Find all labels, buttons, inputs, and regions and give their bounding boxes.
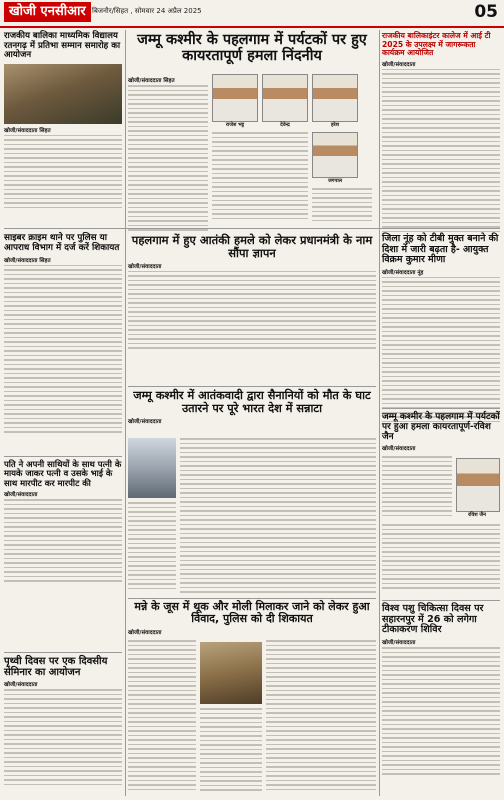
story-s8	[128, 390, 376, 426]
story-s6	[382, 234, 500, 427]
byline: खोजी/संवाददाता	[128, 629, 162, 636]
headline: मन्ने के जूस में थूक और मोली मिलाकर जाने को लेकर हुआ विवाद, पुलिस को दी शिकायत	[134, 600, 370, 626]
story-s4	[4, 234, 122, 437]
portrait-photo	[262, 74, 308, 122]
photo-caption: देवेन्द्र	[280, 122, 290, 128]
story-s2-text	[128, 74, 208, 235]
body-text	[382, 277, 500, 427]
body-text	[128, 640, 196, 796]
body-text	[4, 499, 122, 585]
story-s5	[128, 234, 376, 351]
headline: पृथ्वी दिवस पर एक दिवसीय सेमिनार का आयोजन	[4, 656, 108, 679]
byline: खोजी/संवाददाता	[128, 419, 162, 426]
page-number: 05	[474, 2, 498, 22]
headline: राजकीय बालिकाइंटर कालेज में आई टी 2025 के उपलक्ष्य में जागरूकता कार्यक्रम आयोजित	[382, 31, 491, 57]
story-photo	[4, 64, 122, 124]
body-text	[128, 271, 376, 351]
newspaper-name: खोजी एनसीआर	[4, 2, 91, 22]
headline: साइबर क्राइम थाने पर पुलिस या आपराध विभाग में दर्ज करें शिकायत	[4, 233, 120, 253]
portrait-photo	[312, 74, 358, 122]
body-text	[4, 689, 122, 789]
divider	[4, 228, 500, 229]
story-s11	[4, 656, 122, 789]
byline: खोजी/संवाददाता	[4, 492, 38, 499]
body-text	[382, 456, 452, 522]
body-text	[128, 502, 176, 594]
photo-caption: रविश जैन	[468, 512, 486, 518]
story-s10	[128, 601, 376, 637]
photo-caption: राजेश भट्ट	[225, 122, 245, 128]
headline: जम्मू कश्मीर में आतंकवादी द्वारा सैनानियों को मौत के घाट उतारने पर पूरे भारत देश में सन्नाटा	[133, 389, 371, 415]
byline: खोजी/संवाददाता	[382, 446, 416, 453]
body-text	[382, 69, 500, 239]
body-text	[266, 640, 376, 796]
headline: पहलगाम में हुए आतंकी हमले को लेकर प्रधानमंत्री के नाम सौंपा ज्ञापन	[131, 233, 373, 260]
headline: जिला नूंह को टीबी मुक्त बनाने की दिशा में जारी बढ़ता है- आयुक्त विक्रम कुमार मीणा	[382, 233, 499, 266]
column-rule	[125, 30, 126, 796]
body-text	[382, 647, 500, 777]
body-text	[200, 708, 262, 796]
edition-meta: बिजनौर/सिहत , सोमवार 24 अप्रैल 2025	[92, 7, 202, 15]
column-rule	[379, 30, 380, 796]
headline: पति ने अपनी साथियों के साथ पत्नी के मायके जाकर पत्नी व उसके भाई के साथ मारपीट कर मारपीट की	[4, 459, 122, 488]
story-photo	[200, 642, 262, 704]
byline: खोजी/संवाददाता	[382, 640, 416, 647]
headline: राजकीय बालिका माध्यमिक विद्यालय रतनगढ़ में प्रतिभा सम्मान समारोह का आयोजन	[4, 31, 121, 61]
byline: खोजी/संवाददाता नूंह	[382, 269, 424, 276]
photo-caption: जगपाल	[327, 178, 343, 184]
story-s7	[4, 460, 122, 585]
byline: खोजी/संवाददाता	[128, 263, 162, 270]
byline: खोजी/संवाददाता	[4, 682, 38, 689]
divider	[4, 456, 122, 457]
story-s2	[128, 32, 376, 64]
story-s9	[382, 412, 500, 453]
byline: खोजी/संवाददाता सिहत	[4, 127, 51, 134]
body-text	[212, 132, 308, 222]
body-text	[4, 265, 122, 437]
byline: खोजी/संवाददाता सिहत	[128, 78, 175, 84]
body-text	[4, 135, 122, 213]
byline: खोजी/संवाददाता	[382, 61, 416, 68]
byline: खोजी/संवाददाता सिहत	[4, 257, 51, 264]
headline: विश्व पशु चिकित्सा दिवस पर सहारनपुर में 26 को लगेगा टीकाकरण शिविर	[382, 603, 484, 636]
photo-caption: हरेश	[330, 122, 340, 128]
portrait-photo	[312, 132, 358, 178]
body-text	[180, 438, 376, 594]
divider	[128, 598, 376, 599]
divider	[382, 600, 500, 601]
headline: जम्मू कश्मीर के पहलगाम में पर्यटकों पर हुए कायरतापूर्ण हमला निंदनीय	[137, 32, 367, 65]
divider	[382, 408, 500, 409]
masthead	[0, 0, 504, 28]
story-photo	[128, 438, 176, 498]
body-text	[312, 188, 372, 224]
story-s1	[4, 32, 122, 213]
body-text	[382, 524, 500, 596]
portrait-photo	[456, 458, 500, 512]
divider	[128, 386, 376, 387]
story-s12	[382, 604, 500, 777]
portrait-photo	[212, 74, 258, 122]
story-s3	[382, 32, 500, 239]
headline: जम्मू कश्मीर के पहलगाम में पर्यटकों पर हुआ हमला कायरतापूर्ण-रविश जैन	[382, 412, 500, 443]
divider	[4, 652, 122, 653]
